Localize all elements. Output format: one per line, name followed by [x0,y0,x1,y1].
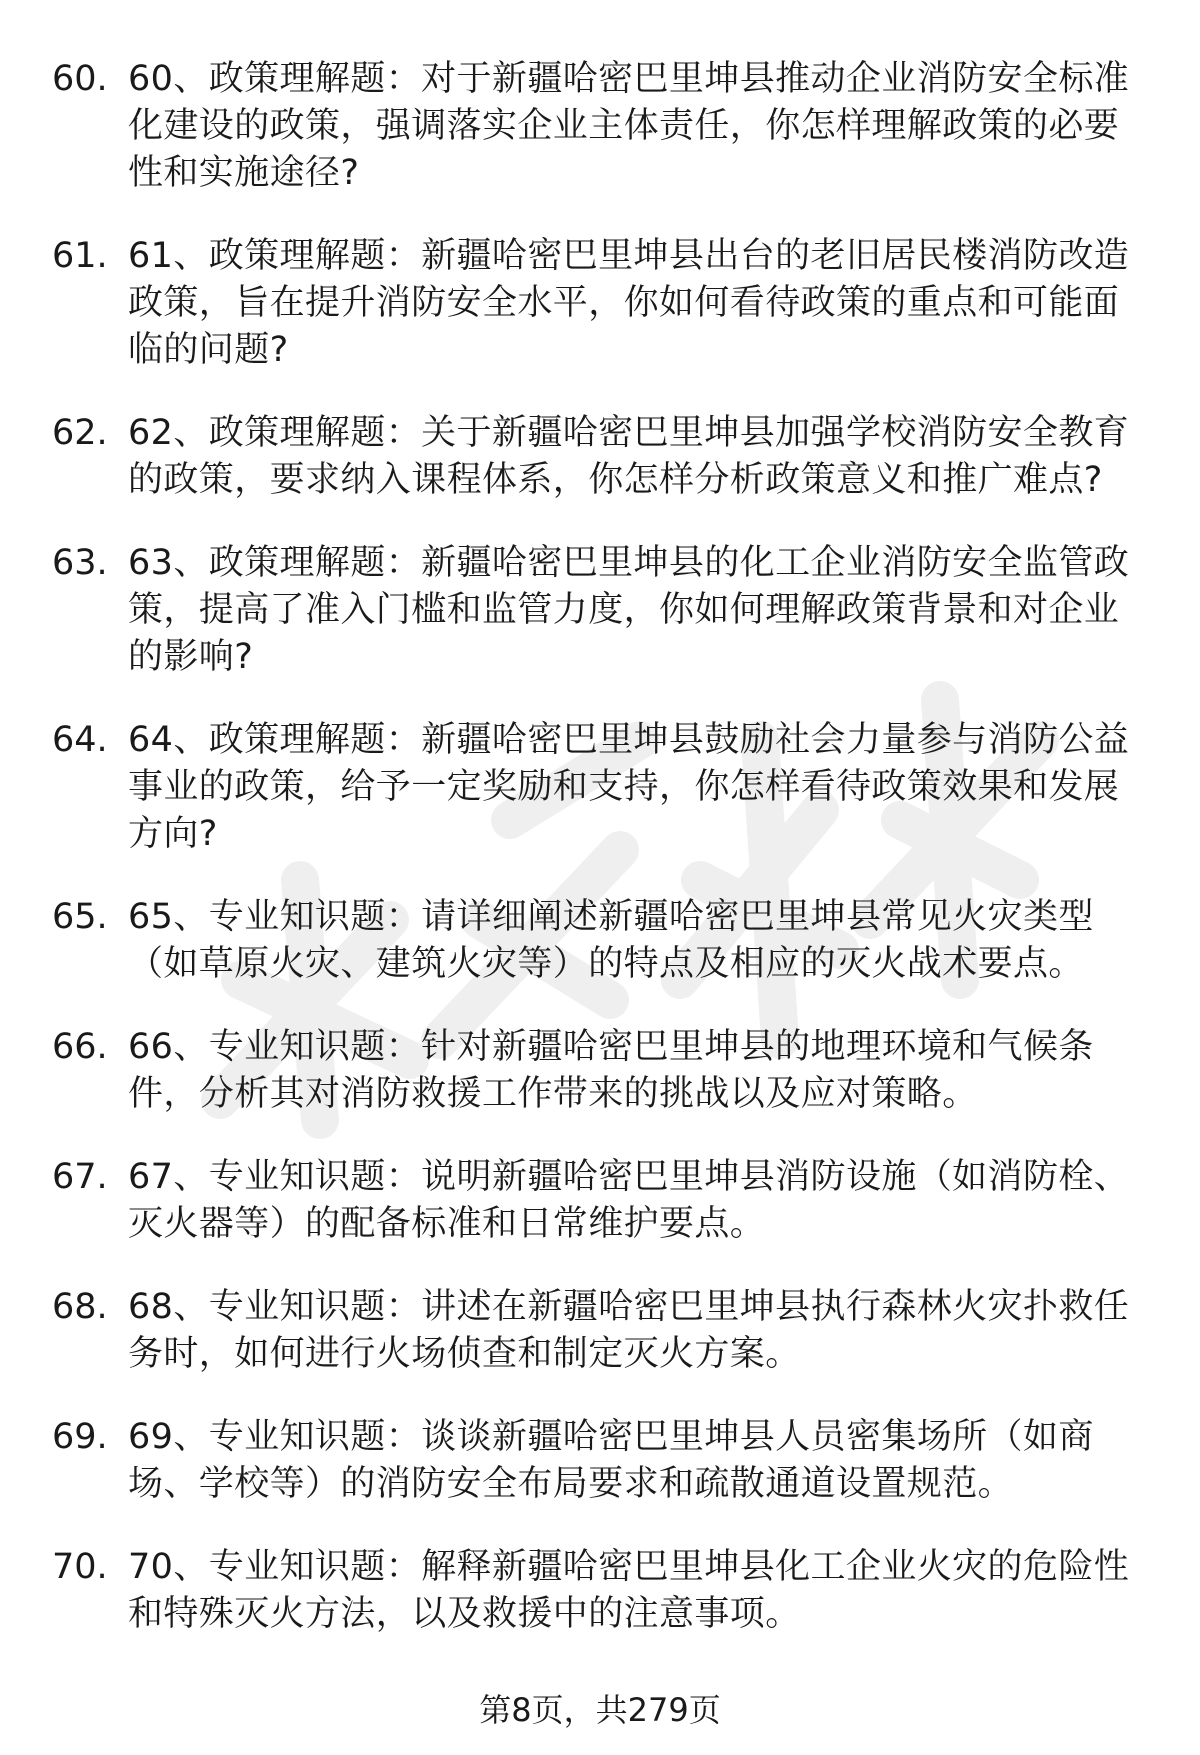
question-text: 68、专业知识题：讲述在新疆哈密巴里坤县执行森林火灾扑救任务时，如何进行火场侦查和制定灭火方案。 [128,1287,1130,1374]
list-item [0,1024,1200,1118]
question-number: 63. [52,543,108,583]
list-item [0,1414,1200,1508]
question-text: 69、专业知识题：谈谈新疆哈密巴里坤县人员密集场所（如商场、学校等）的消防安全布局要求和疏散通道设置规范。 [128,1417,1094,1504]
list-item [0,410,1200,504]
list-item [0,56,1200,197]
question-number: 67. [52,1157,108,1197]
question-text: 67、专业知识题：说明新疆哈密巴里坤县消防设施（如消防栓、灭火器等）的配备标准和日常维护要点。 [128,1157,1130,1244]
list-item [0,1284,1200,1378]
list-item [0,717,1200,858]
question-number: 60. [52,59,108,99]
question-list [0,56,1200,1674]
question-number: 62. [52,413,108,453]
question-text: 64、政策理解题：新疆哈密巴里坤县鼓励社会力量参与消防公益事业的政策，给予一定奖励和支持，你怎样看待政策效果和发展方向? [128,720,1130,854]
question-number: 65. [52,897,108,937]
list-item [0,540,1200,681]
list-item [0,1154,1200,1248]
question-text: 70、专业知识题：解释新疆哈密巴里坤县化工企业火灾的危险性和特殊灭火方法，以及救援中的注意事项。 [128,1547,1130,1634]
question-number: 64. [52,720,108,760]
question-text: 65、专业知识题：请详细阐述新疆哈密巴里坤县常见火灾类型（如草原火灾、建筑火灾等）的特点及相应的灭火战术要点。 [128,897,1094,984]
list-item [0,894,1200,988]
question-number: 69. [52,1417,108,1457]
question-text: 63、政策理解题：新疆哈密巴里坤县的化工企业消防安全监管政策，提高了准入门槛和监管力度，你如何理解政策背景和对企业的影响? [128,543,1130,677]
question-text: 61、政策理解题：新疆哈密巴里坤县出台的老旧居民楼消防改造政策，旨在提升消防安全水平，你如何看待政策的重点和可能面临的问题? [128,236,1130,370]
page-footer: 第8页，共279页 [479,1691,721,1729]
question-text: 60、政策理解题：对于新疆哈密巴里坤县推动企业消防安全标准化建设的政策，强调落实企业主体责任，你怎样理解政策的必要性和实施途径? [128,59,1130,193]
question-text: 66、专业知识题：针对新疆哈密巴里坤县的地理环境和气候条件，分析其对消防救援工作带来的挑战以及应对策略。 [128,1027,1094,1114]
question-text: 62、政策理解题：关于新疆哈密巴里坤县加强学校消防安全教育的政策，要求纳入课程体系，你怎样分析政策意义和推广难点? [128,413,1130,500]
question-number: 61. [52,236,108,276]
question-number: 68. [52,1287,108,1327]
question-number: 66. [52,1027,108,1067]
list-item [0,1544,1200,1638]
list-item [0,233,1200,374]
question-number: 70. [52,1547,108,1587]
